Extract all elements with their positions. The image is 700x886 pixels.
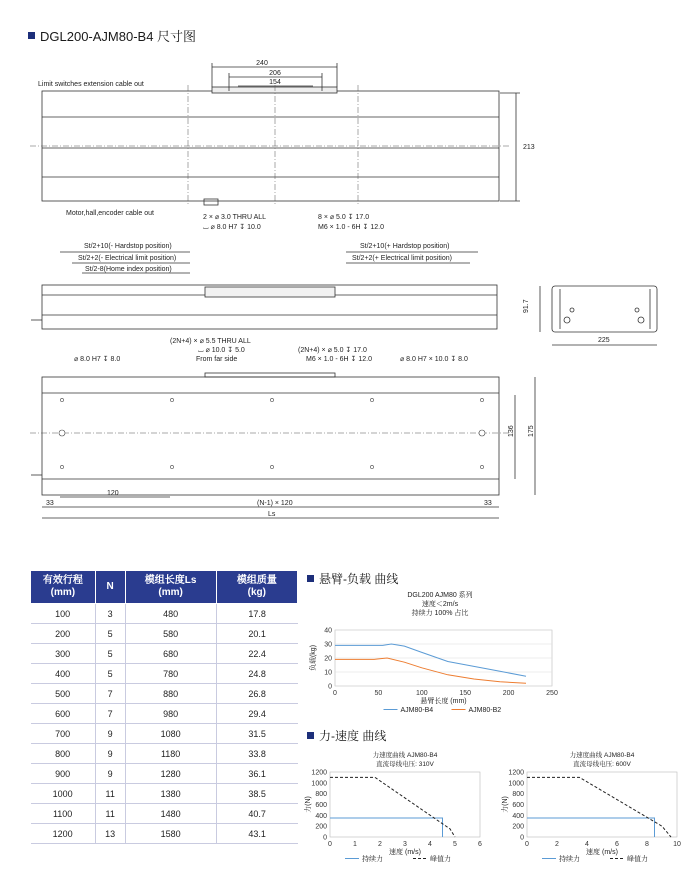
- y-tick-label: 10: [324, 669, 332, 677]
- table-row: [31, 704, 298, 724]
- x-tick-label: 10: [673, 841, 681, 848]
- x-tick-label: 3: [403, 841, 407, 848]
- table-cell: 1180: [125, 744, 216, 764]
- x-axis-label: 悬臂长度 (mm): [420, 698, 467, 705]
- table-cell: 900: [31, 764, 96, 784]
- table-cell: 9: [95, 744, 125, 764]
- title-square-icon: [28, 32, 35, 39]
- dim-33-right: 33: [484, 500, 492, 507]
- table-cell: 29.4: [216, 704, 297, 724]
- x-tick-label: 50: [374, 690, 383, 697]
- legend-entry: 持续力: [362, 856, 383, 863]
- x-axis-label: 速度 (m/s): [389, 849, 421, 856]
- table-cell: 20.1: [216, 624, 297, 644]
- chart-title: 直流母线电压: 600V: [573, 761, 631, 768]
- table-cell: 33.8: [216, 744, 297, 764]
- dim-33-left: 33: [46, 500, 54, 507]
- x-tick-label: 150: [459, 690, 472, 697]
- tap-1: (2N+4) × ⌀ 5.0 ↧ 17.0: [298, 347, 367, 354]
- y-axis-label: 力(N): [305, 796, 312, 813]
- y-tick-label: 600: [315, 802, 327, 809]
- table-cell: 1280: [125, 764, 216, 784]
- dim-175: 175: [528, 425, 535, 437]
- table-row: [31, 764, 298, 784]
- table-cell: 480: [125, 604, 216, 624]
- dim-225: 225: [598, 337, 610, 344]
- force-chart-310v: [300, 748, 495, 866]
- hardstop-pos-label: St/2+10(+ Hardstop position): [360, 243, 450, 250]
- dim-120: 120: [107, 490, 119, 497]
- table-cell: 31.5: [216, 724, 297, 744]
- x-tick-label: 0: [525, 841, 529, 848]
- x-tick-label: 6: [478, 841, 482, 848]
- y-tick-label: 1200: [311, 769, 327, 777]
- table-cell: 1080: [125, 724, 216, 744]
- home-index-label: St/2-8(Home index position): [85, 266, 172, 273]
- y-tick-label: 200: [315, 823, 327, 831]
- table-cell: 300: [31, 644, 96, 664]
- table-cell: 43.1: [216, 824, 297, 844]
- table-cell: 500: [31, 684, 96, 704]
- chart-title: 直流母线电压: 310V: [376, 761, 434, 768]
- table-cell: 22.4: [216, 644, 297, 664]
- pin-left: ⌀ 8.0 H7 ↧ 8.0: [74, 356, 121, 363]
- holes-left-2: ⌴ ⌀ 8.0 H7 ↧ 10.0: [203, 224, 261, 231]
- table-cell: 40.7: [216, 804, 297, 824]
- spec-table: [30, 570, 298, 844]
- table-cell: 400: [31, 664, 96, 684]
- table-cell: 3: [95, 604, 125, 624]
- table-cell: 11: [95, 804, 125, 824]
- y-tick-label: 20: [324, 655, 332, 663]
- table-cell: 1000: [31, 784, 96, 804]
- table-cell: 38.5: [216, 784, 297, 804]
- x-tick-label: 0: [328, 841, 332, 848]
- table-cell: 24.8: [216, 664, 297, 684]
- pin-right: ⌀ 8.0 H7 × 10.0 ↧ 8.0: [400, 356, 468, 363]
- y-tick-label: 30: [324, 641, 332, 649]
- x-tick-label: 0: [333, 690, 337, 697]
- x-tick-label: 100: [415, 690, 428, 697]
- y-tick-label: 0: [520, 834, 524, 842]
- table-cell: 780: [125, 664, 216, 684]
- y-tick-label: 400: [512, 812, 524, 820]
- table-row: [31, 784, 298, 804]
- y-tick-label: 600: [512, 802, 524, 809]
- y-tick-label: 400: [315, 812, 327, 820]
- table-cell: 800: [31, 744, 96, 764]
- table-row: [31, 604, 298, 624]
- x-tick-label: 2: [555, 841, 559, 848]
- table-cell: 1380: [125, 784, 216, 804]
- dim-136: 136: [508, 425, 515, 437]
- dim-240: 240: [256, 60, 268, 67]
- table-row: [31, 644, 298, 664]
- table-cell: 5: [95, 664, 125, 684]
- x-tick-label: 4: [428, 841, 432, 848]
- table-row: [31, 724, 298, 744]
- y-tick-label: 0: [328, 683, 332, 691]
- chart-title: 力速度曲线 AJM80-B4: [372, 752, 438, 759]
- y-axis-label: 力(N): [502, 796, 509, 813]
- col-stroke: 有效行程 (mm): [31, 571, 96, 604]
- y-tick-label: 1000: [508, 780, 524, 788]
- y-tick-label: 40: [324, 627, 332, 635]
- table-cell: 9: [95, 724, 125, 744]
- x-tick-label: 6: [615, 841, 619, 848]
- plot-area: [330, 772, 480, 837]
- x-tick-label: 200: [502, 690, 515, 697]
- table-cell: 980: [125, 704, 216, 724]
- table-cell: 1100: [31, 804, 96, 824]
- legend-entry: AJM80-B4: [400, 707, 434, 714]
- holes-right-2: M6 × 1.0 - 6H ↧ 12.0: [318, 224, 384, 231]
- table-cell: 7: [95, 704, 125, 724]
- table-cell: 36.1: [216, 764, 297, 784]
- x-axis-label: 速度 (m/s): [586, 849, 618, 856]
- dimension-drawing: [0, 55, 700, 525]
- table-cell: 680: [125, 644, 216, 664]
- dim-917: 91.7: [523, 299, 530, 313]
- col-n: N: [95, 571, 125, 604]
- table-cell: 13: [95, 824, 125, 844]
- table-row: [31, 664, 298, 684]
- spec-table-wrapper: [30, 570, 298, 844]
- table-row: [31, 804, 298, 824]
- page-title: DGL200-AJM80-B4 尺寸图: [28, 26, 196, 45]
- table-cell: 1200: [31, 824, 96, 844]
- y-tick-label: 800: [512, 791, 524, 799]
- legend-entry: AJM80-B2: [468, 707, 502, 714]
- legend-entry: 峰值力: [430, 856, 451, 863]
- legend-entry: 持续力: [559, 856, 580, 863]
- holes-left-1: 2 × ⌀ 3.0 THRU ALL: [203, 214, 267, 221]
- table-cell: 5: [95, 644, 125, 664]
- table-cell: 200: [31, 624, 96, 644]
- table-cell: 700: [31, 724, 96, 744]
- dim-n1: (N-1) × 120: [257, 500, 293, 507]
- table-row: [31, 824, 298, 844]
- x-tick-label: 1: [353, 841, 357, 848]
- table-cell: 26.8: [216, 684, 297, 704]
- table-cell: 7: [95, 684, 125, 704]
- table-cell: 5: [95, 624, 125, 644]
- table-row: [31, 624, 298, 644]
- force-section-title: 力-速度 曲线: [307, 727, 386, 744]
- x-tick-label: 2: [378, 841, 382, 848]
- y-axis-label: 负载(kg): [310, 644, 317, 672]
- cantilever-chart: [305, 622, 570, 717]
- y-tick-label: 1000: [311, 780, 327, 788]
- table-cell: 9: [95, 764, 125, 784]
- dim-213: 213: [523, 144, 535, 151]
- limit-cable-label: Limit switches extension cable out: [38, 81, 144, 88]
- thru-3: From far side: [196, 356, 238, 363]
- holes-right-1: 8 × ⌀ 5.0 ↧ 17.0: [318, 214, 370, 221]
- cantilever-section-title: 悬臂-负载 曲线: [307, 570, 398, 587]
- elec-pos-label: St/2+2(+ Electrical limit position): [352, 255, 452, 262]
- y-tick-label: 200: [512, 823, 524, 831]
- force-square-icon: [307, 732, 314, 739]
- dim-ls: Ls: [268, 511, 276, 518]
- dim-154: 154: [269, 79, 281, 86]
- legend-entry: 峰值力: [627, 856, 648, 863]
- force-chart-600v: [497, 748, 692, 866]
- x-tick-label: 250: [546, 690, 558, 697]
- cantilever-caption: DGL200 AJM80 系列 速度＜2m/s 持续力 100% 占比: [407, 592, 473, 617]
- table-row: [31, 744, 298, 764]
- tap-2: M6 × 1.0 - 6H ↧ 12.0: [306, 356, 372, 363]
- table-cell: 1480: [125, 804, 216, 824]
- table-cell: 11: [95, 784, 125, 804]
- dim-206: 206: [269, 70, 281, 77]
- table-cell: 880: [125, 684, 216, 704]
- table-cell: 1580: [125, 824, 216, 844]
- table-cell: 17.8: [216, 604, 297, 624]
- elec-neg-label: St/2+2(- Electrical limit position): [78, 255, 177, 262]
- chart-title: 力速度曲线 AJM80-B4: [569, 752, 635, 759]
- hardstop-neg-label: St/2+10(- Hardstop position): [84, 243, 172, 250]
- table-row: [31, 684, 298, 704]
- table-cell: 580: [125, 624, 216, 644]
- x-tick-label: 8: [645, 841, 649, 848]
- x-tick-label: 4: [585, 841, 589, 848]
- table-cell: 600: [31, 704, 96, 724]
- col-length: 模组长度Ls (mm): [125, 571, 216, 604]
- x-tick-label: 5: [453, 841, 457, 848]
- y-tick-label: 0: [323, 834, 327, 842]
- y-tick-label: 800: [315, 791, 327, 799]
- table-cell: 100: [31, 604, 96, 624]
- thru-2: ⌴ ⌀ 10.0 ↧ 5.0: [198, 347, 245, 354]
- col-mass: 模组质量 (kg): [216, 571, 297, 604]
- motor-cable-label: Motor,hall,encoder cable out: [66, 210, 154, 217]
- y-tick-label: 1200: [508, 769, 524, 777]
- cantilever-square-icon: [307, 575, 314, 582]
- thru-1: (2N+4) × ⌀ 5.5 THRU ALL: [170, 338, 251, 345]
